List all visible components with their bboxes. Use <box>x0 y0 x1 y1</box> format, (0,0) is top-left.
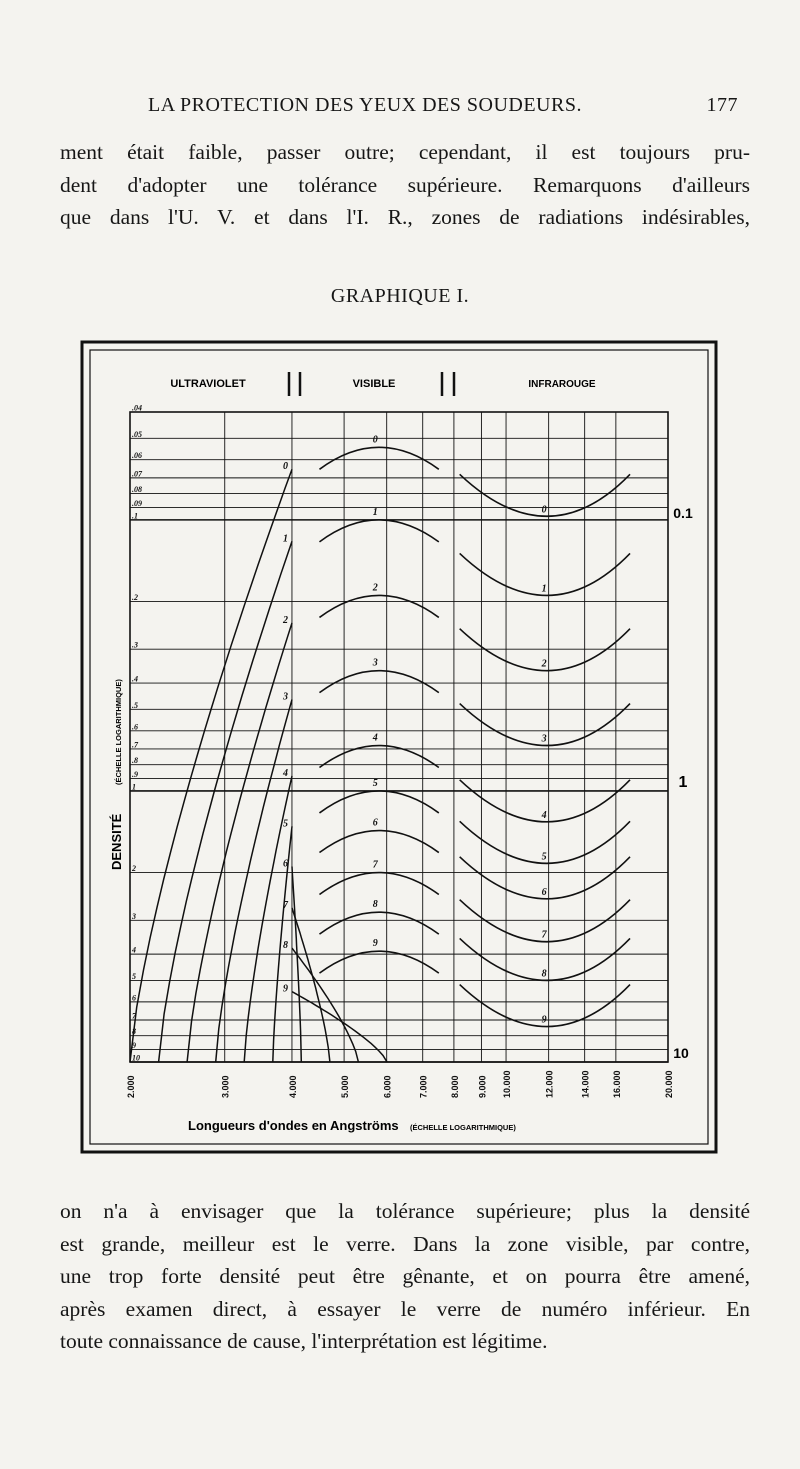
visible-curve-label: 3 <box>372 657 378 669</box>
y-tick-label: .7 <box>132 740 138 750</box>
text-line: que dans l'U. V. et dans l'I. R., zones de radiations indésirables, <box>60 205 750 229</box>
y-tick-labels <box>131 404 143 1063</box>
y-tick-label: .6 <box>132 722 138 732</box>
x-tick-labels <box>126 1070 674 1098</box>
uv-curve-label: 1 <box>282 533 288 545</box>
y-tick-label: .3 <box>132 640 138 650</box>
visible-curve-label: 1 <box>372 506 378 518</box>
zone-label-uv: ULTRAVIOLET <box>170 378 246 390</box>
y-tick-label: 5 <box>132 971 136 981</box>
uv-curve-label: 2 <box>282 614 288 626</box>
figure-caption: GRAPHIQUE I. <box>330 285 470 307</box>
y-tick-label: 10 <box>132 1053 140 1063</box>
chart-grid <box>130 412 668 1062</box>
visible-curve <box>319 831 438 853</box>
uv-curve-label: 9 <box>282 983 288 995</box>
x-axis-label: Longueurs d'ondes en Angströms <box>188 1118 399 1133</box>
zone-label-infrared: INFRAROUGE <box>528 379 596 390</box>
uv-curve-label: 5 <box>282 818 288 830</box>
zone-label-visible: VISIBLE <box>352 378 396 390</box>
visible-curve <box>319 671 438 693</box>
uv-curve-label: 7 <box>282 899 288 911</box>
visible-curve-label: 5 <box>372 777 378 789</box>
chart-curves <box>130 447 630 1062</box>
infrared-curve-label: 8 <box>541 968 547 980</box>
x-tick-label: 7.000 <box>418 1075 429 1098</box>
x-tick-label: 14.000 <box>580 1070 591 1098</box>
infrared-curve-label: 7 <box>541 929 547 941</box>
visible-curve-label: 0 <box>372 434 378 446</box>
visible-curve-label: 7 <box>372 859 378 871</box>
x-tick-label: 9.000 <box>477 1075 488 1098</box>
x-tick-label: 8.000 <box>449 1075 460 1098</box>
uv-curve <box>130 469 292 1062</box>
right-scale-label: 0.1 <box>673 505 693 521</box>
infrared-curve-label: 1 <box>541 583 547 595</box>
y-tick-label: .05 <box>132 429 142 439</box>
infrared-curve-label: 0 <box>541 504 547 516</box>
y-tick-label: .09 <box>132 498 142 508</box>
y-tick-label: .9 <box>132 770 138 780</box>
figure-frame-outer <box>82 342 716 1152</box>
visible-curve <box>319 447 438 469</box>
x-axis-sublabel: (ÉCHELLE LOGARITHMIQUE) <box>410 1123 516 1132</box>
x-tick-label: 20.000 <box>664 1070 674 1098</box>
text-line: une trop forte densité peut être gênante, et on pourra être amené, <box>60 1264 750 1288</box>
uv-curve-label: 6 <box>282 858 288 870</box>
right-scale-label: 10 <box>673 1045 689 1061</box>
text-line: après examen direct, à essayer le verre de numéro inférieur. En <box>60 1296 750 1321</box>
y-tick-label: .4 <box>132 674 138 684</box>
x-tick-label: 16.000 <box>611 1070 622 1098</box>
uv-curve <box>292 948 358 1062</box>
text-line: toute connaissance de cause, l'interprétation est légitime. <box>60 1329 548 1353</box>
y-tick-label: .2 <box>132 592 138 602</box>
infrared-curve-label: 6 <box>541 886 547 898</box>
uv-curve-label: 3 <box>282 691 288 703</box>
x-tick-label: 6.000 <box>382 1075 393 1098</box>
y-tick-label: .08 <box>132 485 142 495</box>
infrared-curve-label: 4 <box>541 809 547 821</box>
visible-curve <box>319 873 438 895</box>
y-tick-label: 6 <box>132 993 136 1003</box>
y-tick-label: .8 <box>132 756 138 766</box>
y-tick-label: 8 <box>132 1027 136 1037</box>
text-line: est grande, meilleur est le verre. Dans la zone visible, par contre, <box>60 1231 750 1256</box>
paragraph-bottom <box>60 1195 750 1358</box>
y-tick-label: 1 <box>132 782 136 792</box>
plot-border <box>130 412 668 1062</box>
y-tick-label: .04 <box>132 403 142 413</box>
x-tick-label: 5.000 <box>340 1075 351 1098</box>
uv-curve-label: 4 <box>282 767 288 779</box>
infrared-curve-label: 3 <box>541 733 547 745</box>
x-tick-label: 3.000 <box>220 1075 231 1098</box>
visible-curve-label: 8 <box>372 899 378 911</box>
right-scale-label: 1 <box>678 774 688 791</box>
y-tick-label: 9 <box>132 1041 136 1051</box>
visible-curve-label: 9 <box>372 938 378 950</box>
infrared-curve-label: 5 <box>541 851 547 863</box>
x-tick-label: 2.000 <box>126 1075 136 1098</box>
uv-curve <box>216 700 292 1063</box>
visible-curve-label: 6 <box>372 817 378 829</box>
infrared-curve-label: 2 <box>541 658 547 670</box>
figure-frame-inner <box>90 350 708 1144</box>
visible-curve-label: 2 <box>372 582 378 594</box>
visible-curve-label: 4 <box>372 732 378 744</box>
text-line: on n'a à envisager que la tolérance supérieure; plus la densité <box>60 1199 750 1223</box>
visible-curve <box>319 912 438 934</box>
curve-labels <box>282 434 548 1025</box>
text-line: dent d'adopter une tolérance supérieure. Remarquons d'ailleurs <box>60 172 750 197</box>
running-title: LA PROTECTION DES YEUX DES SOUDEURS. <box>148 94 582 116</box>
y-tick-label: 3 <box>132 911 136 921</box>
y-tick-label: .07 <box>132 469 142 479</box>
y-axis-sublabel: (ÉCHELLE LOGARITHMIQUE) <box>114 679 123 785</box>
y-axis-label: DENSITÉ <box>109 813 124 870</box>
y-tick-label: .5 <box>132 700 138 710</box>
uv-curve <box>292 867 301 1063</box>
uv-curve-label: 8 <box>282 940 288 952</box>
x-tick-label: 10.000 <box>502 1070 513 1098</box>
y-tick-label: .06 <box>132 451 142 461</box>
infrared-curve-label: 9 <box>541 1014 547 1026</box>
visible-curve <box>319 520 438 542</box>
x-tick-label: 12.000 <box>544 1070 555 1098</box>
x-tick-label: 4.000 <box>287 1075 298 1098</box>
uv-curve-label: 0 <box>282 461 288 473</box>
visible-curve <box>319 595 438 617</box>
y-tick-label: 4 <box>132 945 136 955</box>
y-tick-label: 7 <box>132 1011 136 1021</box>
text-line: ment était faible, passer outre; cependant, il est toujours pru- <box>60 140 750 164</box>
y-tick-label: 2 <box>132 864 136 874</box>
visible-curve <box>319 791 438 813</box>
y-tick-label: .1 <box>132 511 138 521</box>
page-number: 177 <box>706 94 738 116</box>
